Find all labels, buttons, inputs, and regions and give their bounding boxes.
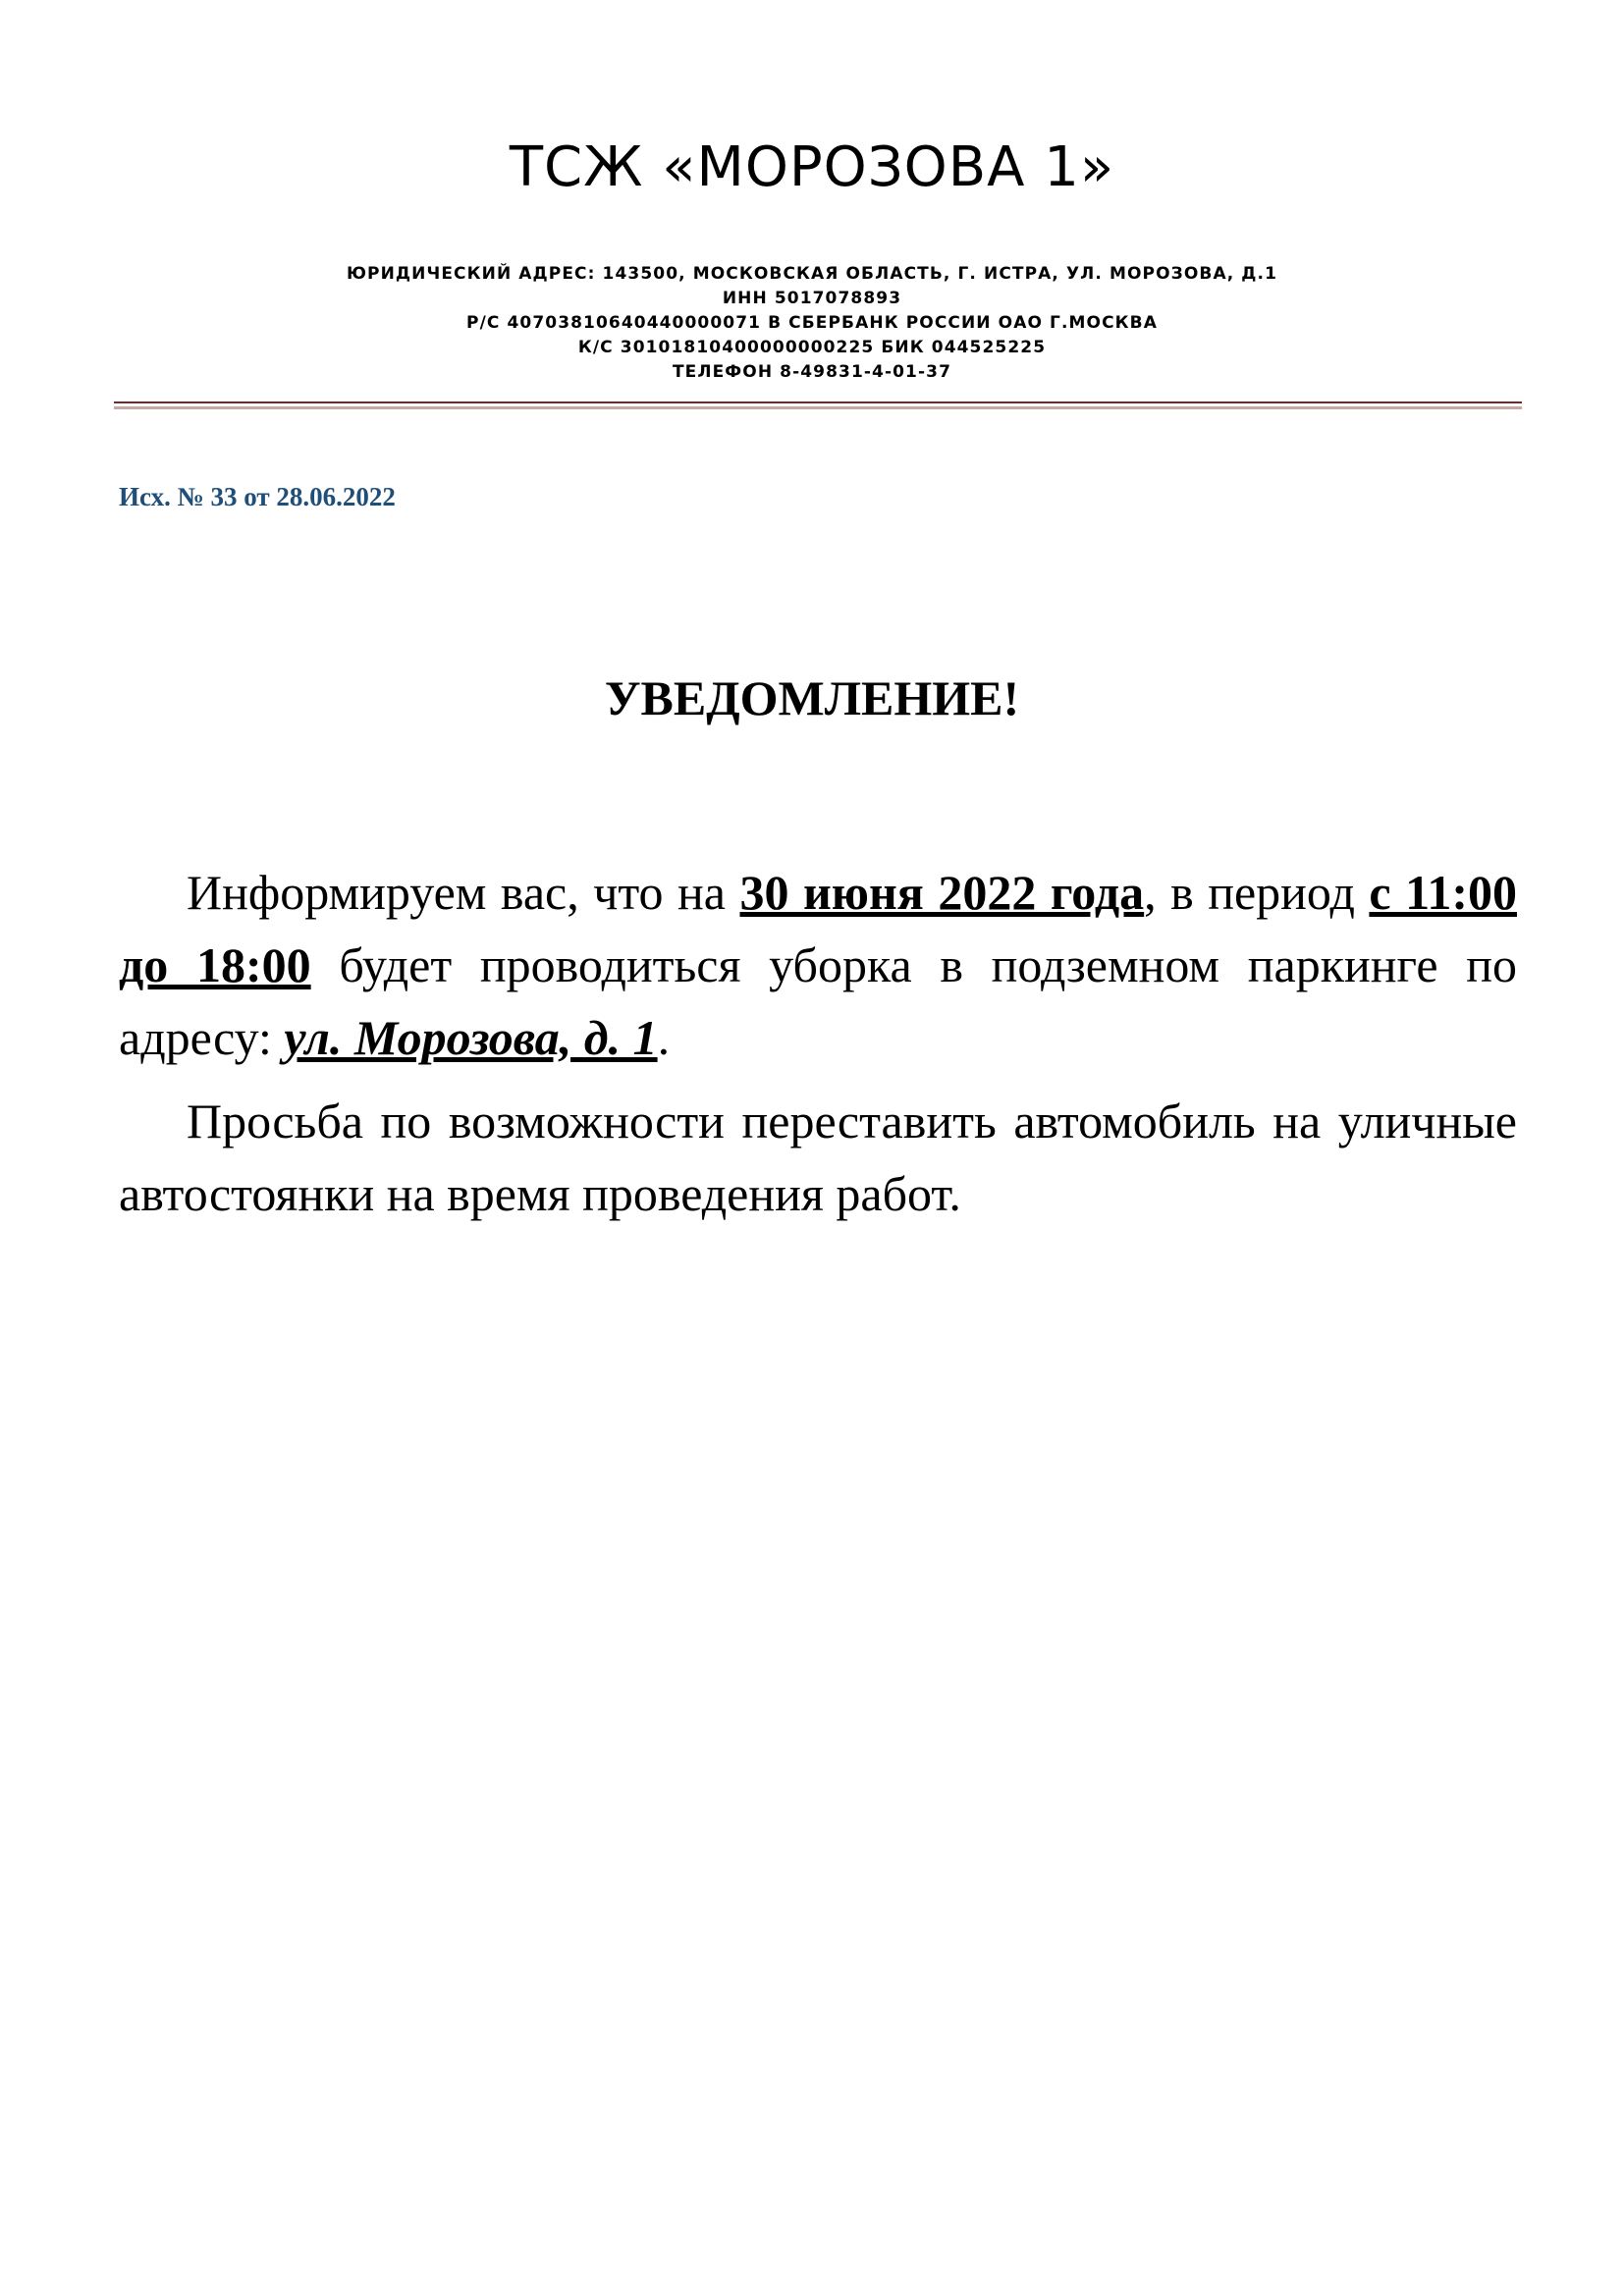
- organization-name: ТСЖ «МОРОЗОВА 1»: [509, 135, 1115, 199]
- correspondent-account-line: К/С 30101810400000000225 БИК 044525225: [577, 338, 1047, 357]
- parking-address: ул. Морозова, д. 1: [284, 1010, 658, 1065]
- bank-account-line: Р/С 40703810640440000071 В СБЕРБАНК РОССИИ ОАО Г.МОСКВА: [466, 313, 1158, 333]
- cleaning-date: 30 июня 2022 года: [739, 865, 1145, 920]
- outgoing-reference: Исх. № 33 от 28.06.2022: [119, 482, 396, 511]
- paragraph-1-intro: Информируем вас, что на: [187, 865, 740, 920]
- inn-line: ИНН 5017078893: [722, 289, 902, 308]
- paragraph-1-after-time: будет проводиться уборка в подземном паркинге по адресу:: [119, 937, 1517, 1065]
- notice-paragraph-1: [119, 856, 1517, 1074]
- header-divider-thick: [114, 406, 1522, 409]
- notice-heading: УВЕДОМЛЕНИЕ!: [604, 670, 1020, 725]
- notice-body: [119, 856, 1517, 1230]
- notice-paragraph-2: Просьба по возможности переставить автомобиль на уличные автостоянки на время проведения работ.: [119, 1094, 1517, 1221]
- phone-line: ТЕЛЕФОН 8-49831-4-01-37: [672, 362, 952, 382]
- cleaning-time-range: с 11:00 до 18:00: [119, 865, 1517, 992]
- header-divider-thin: [114, 401, 1522, 403]
- paragraph-1-end: .: [657, 1010, 671, 1065]
- organization-requisites: [0, 262, 1624, 385]
- paragraph-1-after-date: , в период: [1144, 865, 1370, 920]
- legal-address-line: ЮРИДИЧЕСКИЙ АДРЕС: 143500, МОСКОВСКАЯ ОБЛАСТЬ, Г. ИСТРА, УЛ. МОРОЗОВА, Д.1: [346, 264, 1278, 284]
